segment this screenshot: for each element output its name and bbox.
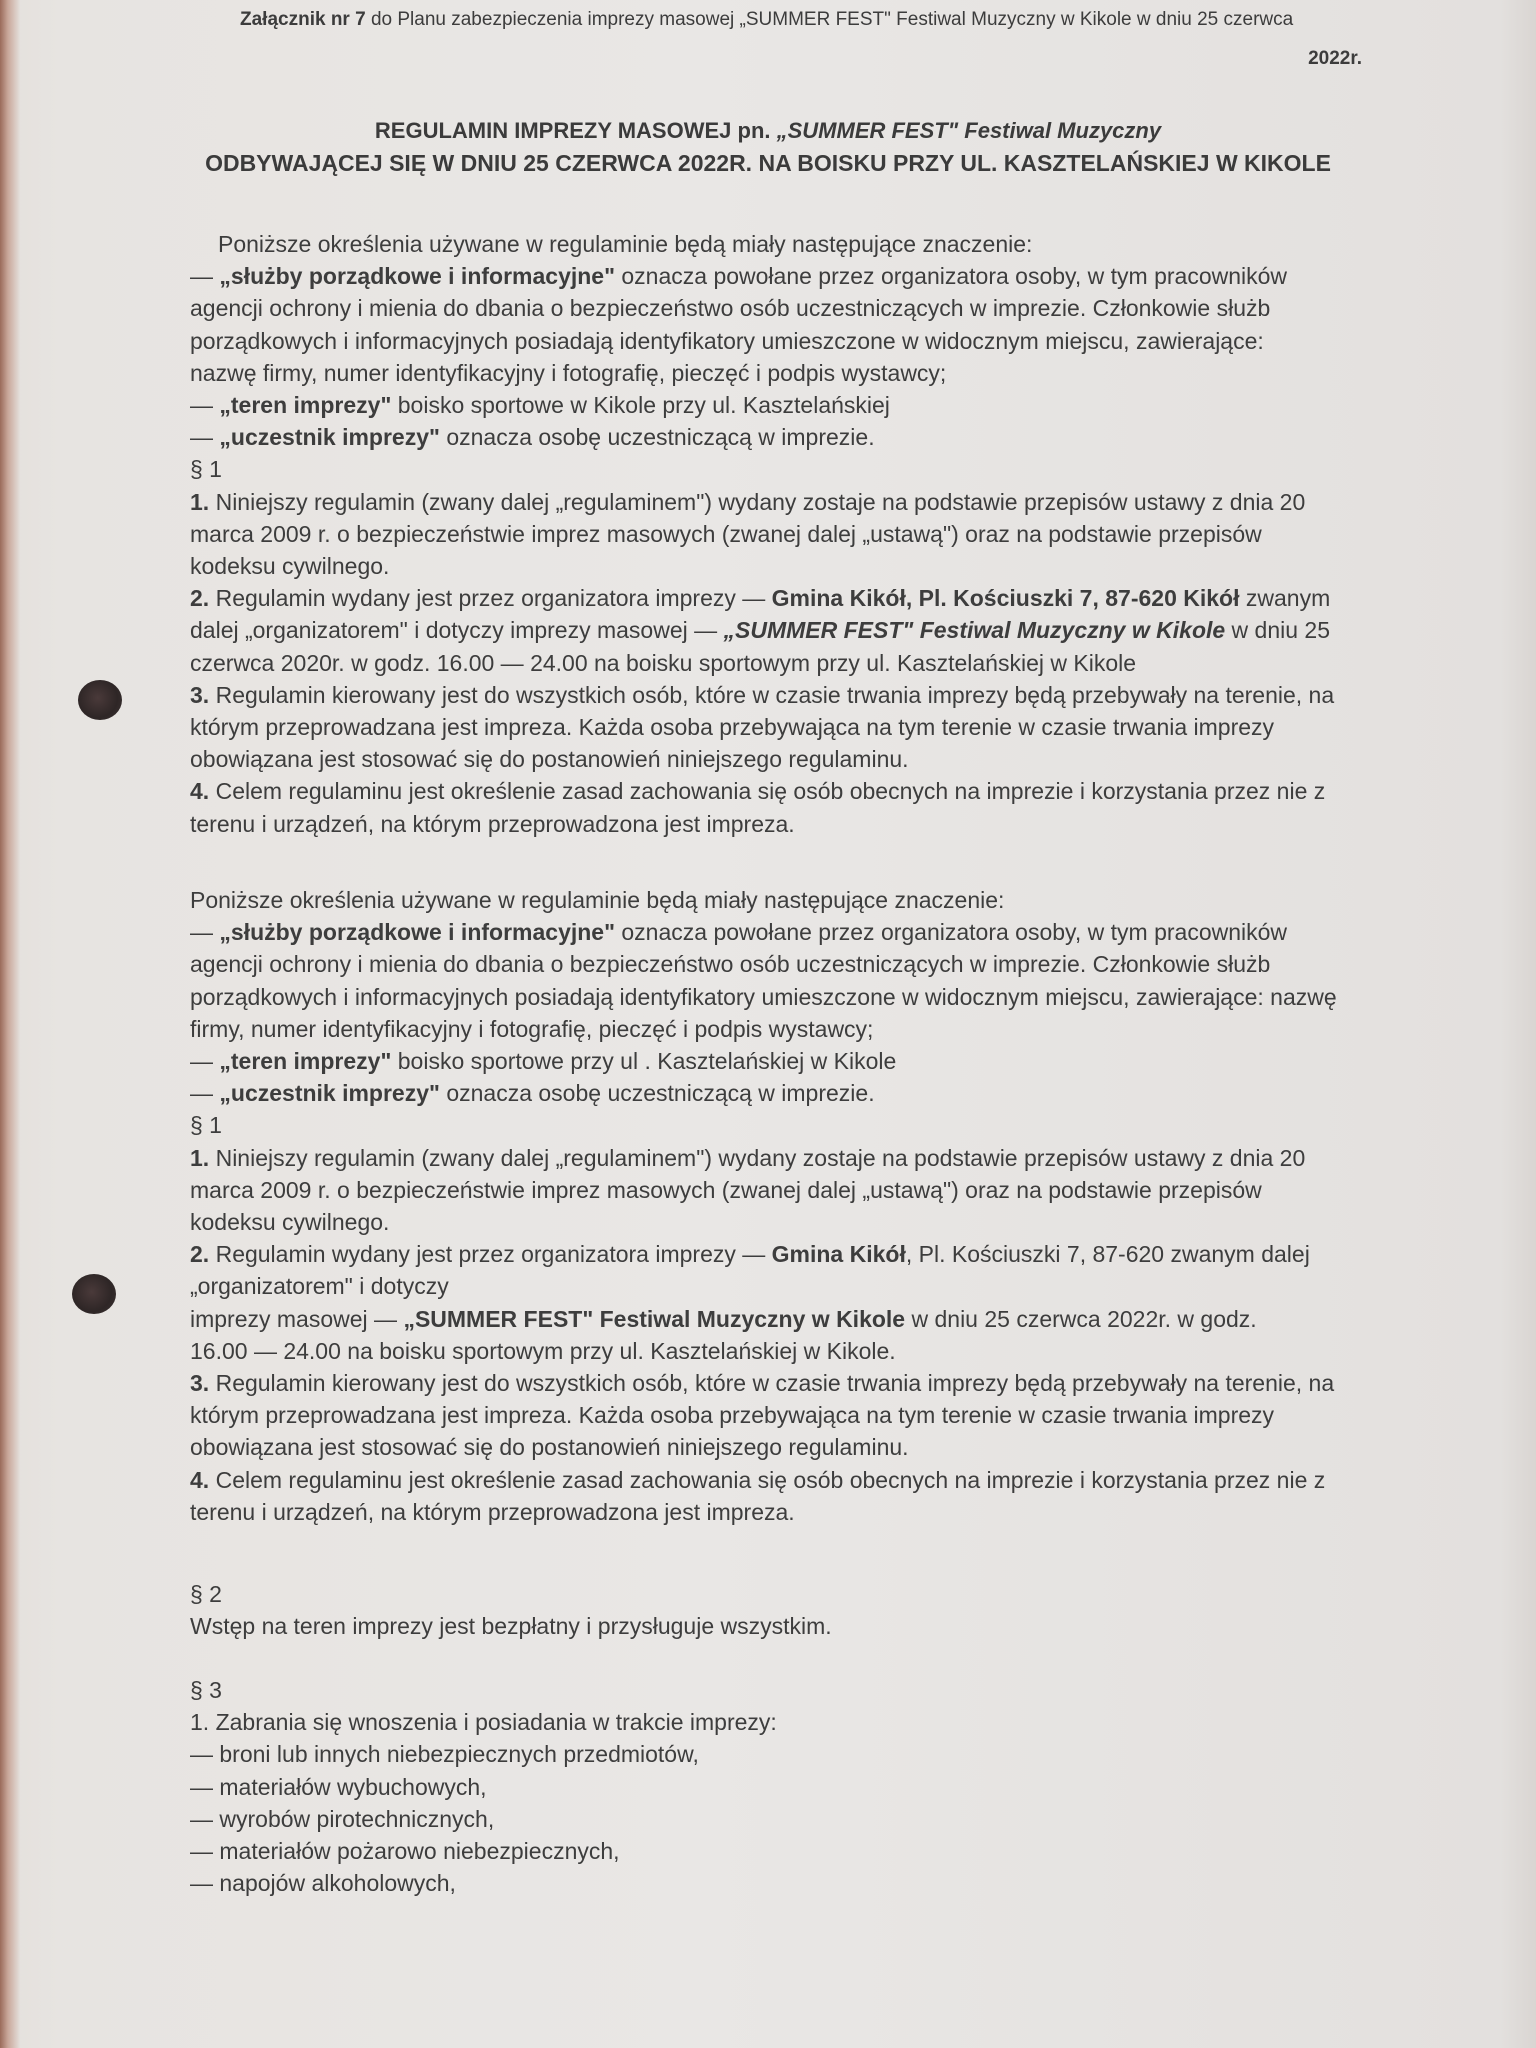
list-item: — broni lub innych niebezpiecznych przedmiotów, bbox=[190, 1741, 699, 1768]
paragraph-text: Regulamin wydany jest przez organizatora imprezy — bbox=[209, 585, 772, 612]
section-heading: § 1 bbox=[190, 1112, 222, 1139]
list-item: — wyrobów pirotechnicznych, bbox=[190, 1805, 495, 1832]
paragraph-text: w dniu 25 bbox=[1225, 617, 1331, 644]
paragraph-text: Celem regulaminu jest określenie zasad zachowania się osób obecnych na imprezie i korzystania przez nie z bbox=[209, 1466, 1326, 1493]
title-event-name: „SUMMER FEST" Festiwal Muzyczny bbox=[776, 118, 1162, 143]
paragraph-text: , Pl. Kościuszki 7, 87-620 zwanym dalej bbox=[905, 1241, 1310, 1268]
definition-text: oznacza osobę uczestniczącą w imprezie. bbox=[439, 424, 875, 451]
definition-line: nazwę firmy, numer identyfikacyjny i fotografię, pieczęć i podpis wystawcy; bbox=[190, 359, 947, 386]
definitions-intro: Poniższe określenia używane w regulaminie będą miały następujące znaczenie: bbox=[190, 887, 1005, 913]
paragraph-line: którym przeprowadzana jest impreza. Każda osoba przebywająca na tym terenie w czasie trwania imprezy bbox=[190, 714, 1275, 741]
dash: — bbox=[190, 1048, 220, 1075]
dash: — bbox=[190, 392, 220, 419]
paragraph-4 bbox=[190, 1464, 1376, 1496]
definition-event-area bbox=[190, 1045, 1376, 1077]
paragraph-number: 2. bbox=[190, 585, 210, 612]
term: „uczestnik imprezy" bbox=[219, 424, 440, 451]
paragraph-line: terenu i urządzeń, na którym przeprowadzona jest impreza. bbox=[190, 1498, 795, 1525]
attachment-number: Załącznik nr 7 bbox=[240, 9, 366, 30]
dash: — bbox=[190, 424, 220, 451]
definition-line: porządkowych i informacyjnych posiadają identyfikatory umieszczone w widocznym miejscu, zawierające: nazwę bbox=[190, 983, 1337, 1010]
paragraph-1 bbox=[190, 486, 1376, 518]
paragraph-line: kodeksu cywilnego. bbox=[190, 553, 390, 580]
paragraph-text: Niniejszy regulamin (zwany dalej „regulaminem") wydany zostaje na podstawie przepisów ustawy z dnia 20 bbox=[209, 1144, 1306, 1171]
document-subtitle: ODBYWAJĄCEJ SIĘ W DNIU 25 CZERWCA 2022R. NA BOISKU PRZY UL. KASZTELAŃSKIEJ W KIKOLE bbox=[205, 150, 1331, 176]
document-title bbox=[150, 118, 1386, 144]
attachment-year: 2022r. bbox=[1308, 48, 1362, 69]
paragraph-line: marca 2009 r. o bezpieczeństwie imprez masowych (zwanej dalej „ustawą") oraz na podstawie przepisów bbox=[190, 1176, 1262, 1203]
attachment-header bbox=[240, 6, 1362, 34]
organizer-name: Gmina Kikół bbox=[771, 1241, 906, 1268]
paragraph-number: 3. bbox=[190, 1370, 210, 1397]
event-name: „SUMMER FEST" Festiwal Muzyczny w Kikole bbox=[723, 617, 1226, 644]
paragraph-line: którym przeprowadzana jest impreza. Każda osoba przebywająca na tym terenie w czasie trwania imprezy bbox=[190, 1402, 1275, 1429]
dash: — bbox=[190, 919, 220, 946]
definition-text: oznacza powołane przez organizatora osoby, w tym pracowników bbox=[615, 263, 1288, 290]
title-plain: REGULAMIN IMPREZY MASOWEJ pn. bbox=[374, 118, 777, 143]
paragraph-text: Regulamin wydany jest przez organizatora imprezy — bbox=[209, 1241, 772, 1268]
definition-text: boisko sportowe w Kikole przy ul. Kasztelańskiej bbox=[391, 392, 890, 419]
attachment-description: do Planu zabezpieczenia imprezy masowej „SUMMER FEST" Festiwal Muzyczny w Kikole w dniu 25 czerwca bbox=[365, 9, 1294, 30]
paragraph-text: Regulamin kierowany jest do wszystkich osób, które w czasie trwania imprezy będą przebywały na terenie, na bbox=[209, 681, 1335, 708]
paragraph-line: czerwca 2020r. w godz. 16.00 — 24.00 na boisku sportowym przy ul. Kasztelańskiej w Kikole bbox=[190, 649, 1137, 676]
paragraph-line bbox=[190, 1303, 1376, 1335]
paragraph-text: w dniu 25 czerwca 2022r. w godz. bbox=[905, 1305, 1257, 1332]
definition-participant bbox=[190, 1077, 1376, 1109]
definition-security-services bbox=[190, 260, 1376, 292]
paragraph-line: obowiązana jest stosować się do postanowień niniejszego regulaminu. bbox=[190, 746, 909, 773]
definition-line: porządkowych i informacyjnych posiadają identyfikatory umieszczone w widocznym miejscu, zawierające: bbox=[190, 327, 1264, 354]
paragraph-line: marca 2009 r. o bezpieczeństwie imprez masowych (zwanej dalej „ustawą") oraz na podstawie przepisów bbox=[190, 520, 1262, 547]
definition-line: firmy, numer identyfikacyjny i fotografię, pieczęć i podpis wystawcy; bbox=[190, 1015, 874, 1042]
paragraph-line: obowiązana jest stosować się do postanowień niniejszego regulaminu. bbox=[190, 1434, 909, 1461]
list-item: — materiałów wybuchowych, bbox=[190, 1773, 487, 1800]
paragraph-text: imprezy masowej — bbox=[190, 1305, 404, 1332]
page-edge-shadow bbox=[0, 0, 20, 2048]
section-heading: § 2 bbox=[190, 1581, 222, 1607]
definition-text: boisko sportowe przy ul . Kasztelańskiej w Kikole bbox=[391, 1048, 897, 1075]
paragraph-number: 3. bbox=[190, 681, 210, 708]
punch-hole-upper bbox=[78, 680, 122, 720]
paragraph-text: Celem regulaminu jest określenie zasad zachowania się osób obecnych na imprezie i korzystania przez nie z bbox=[209, 778, 1326, 805]
section-intro: 1. Zabrania się wnoszenia i posiadania w trakcie imprezy: bbox=[190, 1709, 777, 1736]
dash: — bbox=[190, 1080, 220, 1107]
section-2 bbox=[190, 1578, 1376, 1642]
dash: — bbox=[190, 263, 220, 290]
definitions-intro: Poniższe określenia używane w regulaminie będą miały następujące znaczenie: bbox=[218, 231, 1033, 257]
list-item: — materiałów pożarowo niebezpiecznych, bbox=[190, 1838, 620, 1865]
paragraph-line: 16.00 — 24.00 na boisku sportowym przy ul. Kasztelańskiej w Kikole. bbox=[190, 1337, 896, 1364]
definitions-block-1 bbox=[190, 228, 1376, 840]
definition-participant bbox=[190, 421, 1376, 453]
definition-event-area bbox=[190, 389, 1376, 421]
definitions-block-2 bbox=[190, 884, 1376, 1528]
paragraph-4 bbox=[190, 775, 1376, 807]
section-heading: § 1 bbox=[190, 456, 222, 483]
paragraph-number: 2. bbox=[190, 1241, 210, 1268]
definition-text: oznacza powołane przez organizatora osoby, w tym pracowników bbox=[615, 919, 1288, 946]
section-text: Wstęp na teren imprezy jest bezpłatny i przysługuje wszystkim. bbox=[190, 1613, 832, 1640]
paragraph-line bbox=[190, 614, 1376, 646]
definition-line: agencji ochrony i mienia do dbania o bezpieczeństwo osób uczestniczących w imprezie. Członkowie służb bbox=[190, 295, 1271, 322]
term: „uczestnik imprezy" bbox=[219, 1080, 440, 1107]
definition-line: agencji ochrony i mienia do dbania o bezpieczeństwo osób uczestniczących w imprezie. Członkowie służb bbox=[190, 951, 1271, 978]
paragraph-1 bbox=[190, 1142, 1376, 1174]
organizer-name: Gmina Kikół, Pl. Kościuszki 7, 87-620 Kikół bbox=[771, 585, 1240, 612]
paragraph-line: „organizatorem" i dotyczy bbox=[190, 1273, 449, 1300]
paragraph-2 bbox=[190, 1238, 1376, 1270]
section-3 bbox=[190, 1674, 1376, 1899]
term: „służby porządkowe i informacyjne" bbox=[219, 263, 615, 290]
paragraph-line: kodeksu cywilnego. bbox=[190, 1209, 390, 1236]
list-item: — napojów alkoholowych, bbox=[190, 1870, 456, 1897]
definition-security-services bbox=[190, 916, 1376, 948]
paragraph-text: zwanym bbox=[1239, 585, 1331, 612]
term: „służby porządkowe i informacyjne" bbox=[219, 919, 615, 946]
paragraph-number: 4. bbox=[190, 1466, 210, 1493]
paragraph-number: 4. bbox=[190, 778, 210, 805]
section-heading: § 3 bbox=[190, 1677, 222, 1703]
paragraph-number: 1. bbox=[190, 1144, 210, 1171]
term: „teren imprezy" bbox=[219, 392, 392, 419]
punch-hole-lower bbox=[72, 1274, 116, 1314]
paragraph-text: Regulamin kierowany jest do wszystkich osób, które w czasie trwania imprezy będą przebywały na terenie, na bbox=[209, 1370, 1335, 1397]
paragraph-3 bbox=[190, 1367, 1376, 1399]
paragraph-text: Niniejszy regulamin (zwany dalej „regulaminem") wydany zostaje na podstawie przepisów ustawy z dnia 20 bbox=[209, 488, 1306, 515]
paragraph-2 bbox=[190, 582, 1376, 614]
paragraph-3 bbox=[190, 679, 1376, 711]
paragraph-number: 1. bbox=[190, 488, 210, 515]
event-name: „SUMMER FEST" Festiwal Muzyczny w Kikole bbox=[403, 1305, 906, 1332]
paragraph-line: terenu i urządzeń, na którym przeprowadzona jest impreza. bbox=[190, 810, 795, 837]
paragraph-text: dalej „organizatorem" i dotyczy imprezy masowej — bbox=[190, 617, 724, 644]
term: „teren imprezy" bbox=[219, 1048, 392, 1075]
definition-text: oznacza osobę uczestniczącą w imprezie. bbox=[439, 1080, 875, 1107]
